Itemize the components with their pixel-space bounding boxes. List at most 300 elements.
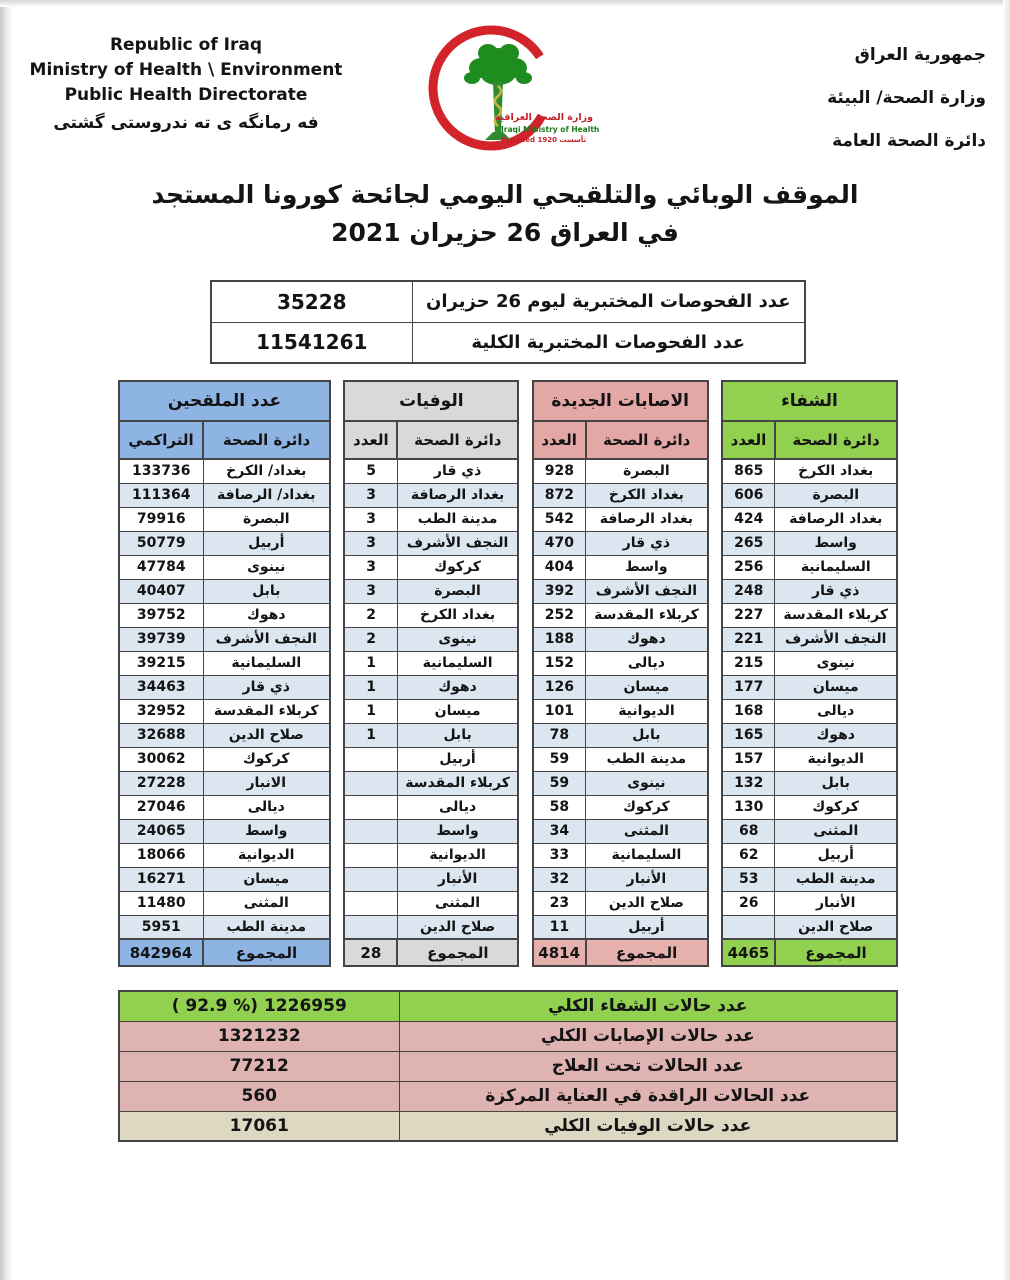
district-value bbox=[344, 867, 397, 891]
district-name: كركوك bbox=[586, 795, 708, 819]
district-value: 2 bbox=[344, 627, 397, 651]
district-name: أربيل bbox=[203, 531, 330, 555]
district-name: الديوانية bbox=[586, 699, 708, 723]
region-row bbox=[533, 723, 708, 747]
region-total-row bbox=[722, 939, 897, 966]
summary-label: عدد الحالات تحت العلاج bbox=[399, 1051, 897, 1081]
district-value: 59 bbox=[533, 747, 586, 771]
district-name: المثنى bbox=[586, 819, 708, 843]
district-name: ميسان bbox=[586, 675, 708, 699]
kurdish-line: فه رمانگه ى ته ندروستى گشتى bbox=[53, 113, 319, 133]
summary-row bbox=[119, 1081, 897, 1111]
district-value bbox=[344, 795, 397, 819]
district-name: ديالى bbox=[203, 795, 330, 819]
district-name: نينوى bbox=[397, 627, 518, 651]
region-row bbox=[533, 747, 708, 771]
district-name: النجف الأشرف bbox=[397, 531, 518, 555]
region-row bbox=[119, 603, 330, 627]
district-value: 34 bbox=[533, 819, 586, 843]
region-row bbox=[344, 651, 518, 675]
arabic-header-block bbox=[827, 34, 986, 163]
district-name: ديالى bbox=[397, 795, 518, 819]
region-row bbox=[344, 459, 518, 483]
district-value: 3 bbox=[344, 483, 397, 507]
district-value: 30062 bbox=[119, 747, 203, 771]
summary-row bbox=[119, 1021, 897, 1051]
value-column-header: العدد bbox=[722, 421, 775, 459]
tests-value: 11541261 bbox=[211, 322, 412, 363]
region-row bbox=[533, 555, 708, 579]
district-name: كركوك bbox=[397, 555, 518, 579]
district-name: ذي قار bbox=[397, 459, 518, 483]
district-value: 39752 bbox=[119, 603, 203, 627]
summary-row bbox=[119, 1051, 897, 1081]
logo-arabic-name: وزارة الصحة العراقية bbox=[494, 112, 593, 123]
district-name: ذي قار bbox=[775, 579, 897, 603]
district-name: ميسان bbox=[397, 699, 518, 723]
district-name: بابل bbox=[775, 771, 897, 795]
region-row bbox=[533, 579, 708, 603]
tests-label: عدد الفحوصات المختبرية الكلية bbox=[412, 322, 805, 363]
district-name: صلاح الدين bbox=[203, 723, 330, 747]
region-row bbox=[533, 603, 708, 627]
district-name: البصرة bbox=[586, 459, 708, 483]
region-row bbox=[533, 459, 708, 483]
region-table-title-row bbox=[344, 381, 518, 421]
district-value: 928 bbox=[533, 459, 586, 483]
logo-founded-line: Founded 1920 تأسست bbox=[501, 136, 587, 144]
district-value: 16271 bbox=[119, 867, 203, 891]
district-value: 33 bbox=[533, 843, 586, 867]
photo-edge-top bbox=[0, 0, 1010, 7]
district-value: 3 bbox=[344, 579, 397, 603]
tests-row bbox=[211, 281, 805, 322]
district-name: ديالى bbox=[586, 651, 708, 675]
district-value: 157 bbox=[722, 747, 775, 771]
district-name: السليمانية bbox=[586, 843, 708, 867]
total-label: المجموع bbox=[586, 939, 708, 966]
district-value: 256 bbox=[722, 555, 775, 579]
district-value: 11 bbox=[533, 915, 586, 939]
district-name: صلاح الدين bbox=[397, 915, 518, 939]
district-name: صلاح الدين bbox=[586, 891, 708, 915]
region-row bbox=[344, 771, 518, 795]
photo-edge-left bbox=[0, 0, 13, 1280]
region-row bbox=[722, 795, 897, 819]
district-name: كركوك bbox=[775, 795, 897, 819]
district-name: البصرة bbox=[775, 483, 897, 507]
district-value bbox=[344, 771, 397, 795]
region-row bbox=[119, 627, 330, 651]
value-column-header: العدد bbox=[533, 421, 586, 459]
region-row bbox=[119, 699, 330, 723]
region-row bbox=[722, 867, 897, 891]
district-name: نينوى bbox=[203, 555, 330, 579]
region-row bbox=[344, 795, 518, 819]
summary-value: 17061 bbox=[119, 1111, 399, 1141]
district-value: 34463 bbox=[119, 675, 203, 699]
english-line-1: Republic of Iraq bbox=[109, 35, 263, 55]
district-value: 221 bbox=[722, 627, 775, 651]
region-row bbox=[344, 867, 518, 891]
region-row bbox=[119, 651, 330, 675]
region-row bbox=[722, 843, 897, 867]
district-name: مدينة الطب bbox=[586, 747, 708, 771]
page-title-line-1: الموقف الوبائي والتلقيحي اليومي لجائحة كورونا المستجد bbox=[151, 180, 859, 209]
district-name: كركوك bbox=[203, 747, 330, 771]
district-value: 68 bbox=[722, 819, 775, 843]
region-total-row bbox=[533, 939, 708, 966]
district-value: 58 bbox=[533, 795, 586, 819]
district-value: 130 bbox=[722, 795, 775, 819]
region-row bbox=[533, 795, 708, 819]
district-name: ديالى bbox=[775, 699, 897, 723]
district-name: الأنبار bbox=[586, 867, 708, 891]
district-name: المثنى bbox=[397, 891, 518, 915]
region-row bbox=[533, 891, 708, 915]
district-value: 133736 bbox=[119, 459, 203, 483]
district-name: واسط bbox=[397, 819, 518, 843]
district-name: الأنبار bbox=[775, 891, 897, 915]
summary-label: عدد حالات الوفيات الكلي bbox=[399, 1111, 897, 1141]
region-row bbox=[344, 603, 518, 627]
district-value: 40407 bbox=[119, 579, 203, 603]
district-name: بابل bbox=[203, 579, 330, 603]
district-name: أربيل bbox=[586, 915, 708, 939]
district-name: بغداد/ الكرخ bbox=[203, 459, 330, 483]
region-row bbox=[119, 675, 330, 699]
district-name: بغداد الرصافة bbox=[397, 483, 518, 507]
district-value: 424 bbox=[722, 507, 775, 531]
district-name: أربيل bbox=[775, 843, 897, 867]
summary-value: 560 bbox=[119, 1081, 399, 1111]
district-name: مدينة الطب bbox=[203, 915, 330, 939]
district-value: 27046 bbox=[119, 795, 203, 819]
district-name: الديوانية bbox=[775, 747, 897, 771]
english-header-block bbox=[28, 33, 344, 138]
district-name: كربلاء المقدسة bbox=[586, 603, 708, 627]
photo-edge-right bbox=[1003, 0, 1010, 1280]
region-row bbox=[344, 723, 518, 747]
district-name: الأنبار bbox=[397, 867, 518, 891]
region-row bbox=[533, 627, 708, 651]
district-value: 32688 bbox=[119, 723, 203, 747]
district-value: 101 bbox=[533, 699, 586, 723]
district-value: 62 bbox=[722, 843, 775, 867]
region-row bbox=[533, 507, 708, 531]
district-name: بابل bbox=[586, 723, 708, 747]
total-label: المجموع bbox=[397, 939, 518, 966]
region-row bbox=[119, 531, 330, 555]
district-name: بغداد الكرخ bbox=[775, 459, 897, 483]
region-row bbox=[344, 819, 518, 843]
region-row bbox=[119, 459, 330, 483]
district-name: مدينة الطب bbox=[397, 507, 518, 531]
region-row bbox=[533, 867, 708, 891]
summary-row bbox=[119, 991, 897, 1021]
district-value: 215 bbox=[722, 651, 775, 675]
region-table-header-row bbox=[344, 421, 518, 459]
region-row bbox=[722, 627, 897, 651]
total-label: المجموع bbox=[203, 939, 330, 966]
region-table-title: عدد الملقحين bbox=[119, 381, 330, 421]
region-table-title-row bbox=[722, 381, 897, 421]
region-row bbox=[344, 915, 518, 939]
district-name: نينوى bbox=[775, 651, 897, 675]
region-row bbox=[119, 867, 330, 891]
district-value: 188 bbox=[533, 627, 586, 651]
district-name: كربلاء المقدسة bbox=[775, 603, 897, 627]
district-value: 606 bbox=[722, 483, 775, 507]
region-row bbox=[722, 723, 897, 747]
region-row bbox=[344, 747, 518, 771]
district-name: صلاح الدين bbox=[775, 915, 897, 939]
district-value: 3 bbox=[344, 507, 397, 531]
region-table-header-row bbox=[119, 421, 330, 459]
district-value: 392 bbox=[533, 579, 586, 603]
region-row bbox=[344, 699, 518, 723]
district-value: 39215 bbox=[119, 651, 203, 675]
logo-text-block bbox=[494, 112, 600, 145]
page-title bbox=[115, 176, 895, 252]
summary-table bbox=[118, 990, 898, 1142]
district-name: الديوانية bbox=[397, 843, 518, 867]
region-row bbox=[533, 651, 708, 675]
district-name: كربلاء المقدسة bbox=[203, 699, 330, 723]
region-row bbox=[533, 915, 708, 939]
district-value: 47784 bbox=[119, 555, 203, 579]
english-line-2: Ministry of Health \ Environment bbox=[29, 60, 343, 80]
district-name: المثنى bbox=[775, 819, 897, 843]
district-name: دهوك bbox=[203, 603, 330, 627]
region-row bbox=[119, 843, 330, 867]
total-value: 28 bbox=[344, 939, 397, 966]
district-value: 26 bbox=[722, 891, 775, 915]
district-name: بغداد الرصافة bbox=[775, 507, 897, 531]
district-column-header: دائرة الصحة bbox=[203, 421, 330, 459]
summary-table-body bbox=[119, 991, 897, 1141]
tests-label: عدد الفحوصات المختبرية ليوم 26 حزيران bbox=[412, 281, 805, 322]
district-value: 404 bbox=[533, 555, 586, 579]
region-row bbox=[119, 915, 330, 939]
region-row bbox=[722, 771, 897, 795]
region-row bbox=[119, 483, 330, 507]
summary-value: 77212 bbox=[119, 1051, 399, 1081]
district-value bbox=[344, 843, 397, 867]
value-column-header: العدد bbox=[344, 421, 397, 459]
region-row bbox=[344, 579, 518, 603]
value-column-header: التراكمي bbox=[119, 421, 203, 459]
region-table-recoveries bbox=[721, 380, 898, 967]
region-row bbox=[119, 723, 330, 747]
region-table-title: الاصابات الجديدة bbox=[533, 381, 708, 421]
summary-label: عدد حالات الإصابات الكلي bbox=[399, 1021, 897, 1051]
region-row bbox=[533, 843, 708, 867]
district-name: واسط bbox=[586, 555, 708, 579]
district-name: الديوانية bbox=[203, 843, 330, 867]
region-row bbox=[344, 531, 518, 555]
district-value: 50779 bbox=[119, 531, 203, 555]
district-value: 252 bbox=[533, 603, 586, 627]
district-name: نينوى bbox=[586, 771, 708, 795]
region-row bbox=[722, 555, 897, 579]
region-row bbox=[722, 915, 897, 939]
district-value: 5951 bbox=[119, 915, 203, 939]
moh-logo bbox=[423, 16, 600, 171]
district-value: 32 bbox=[533, 867, 586, 891]
region-row bbox=[533, 675, 708, 699]
district-value: 132 bbox=[722, 771, 775, 795]
district-value: 79916 bbox=[119, 507, 203, 531]
district-value: 3 bbox=[344, 555, 397, 579]
region-row bbox=[119, 579, 330, 603]
region-table-header-row bbox=[722, 421, 897, 459]
region-row bbox=[533, 819, 708, 843]
district-value: 227 bbox=[722, 603, 775, 627]
region-row bbox=[344, 675, 518, 699]
district-name: السليمانية bbox=[775, 555, 897, 579]
region-total-row bbox=[344, 939, 518, 966]
district-name: دهوك bbox=[397, 675, 518, 699]
region-row bbox=[344, 843, 518, 867]
district-value: 53 bbox=[722, 867, 775, 891]
district-value: 111364 bbox=[119, 483, 203, 507]
district-value bbox=[344, 891, 397, 915]
district-value: 177 bbox=[722, 675, 775, 699]
region-row bbox=[533, 699, 708, 723]
region-row bbox=[722, 507, 897, 531]
region-table-vaccinated bbox=[118, 380, 331, 967]
district-name: كربلاء المقدسة bbox=[397, 771, 518, 795]
district-value: 470 bbox=[533, 531, 586, 555]
region-row bbox=[344, 507, 518, 531]
district-value: 865 bbox=[722, 459, 775, 483]
region-total-row bbox=[119, 939, 330, 966]
region-row bbox=[119, 771, 330, 795]
district-value: 3 bbox=[344, 531, 397, 555]
region-table-title: الوفيات bbox=[344, 381, 518, 421]
region-row bbox=[722, 459, 897, 483]
region-row bbox=[119, 795, 330, 819]
district-name: بابل bbox=[397, 723, 518, 747]
district-name: السليمانية bbox=[397, 651, 518, 675]
district-value: 39739 bbox=[119, 627, 203, 651]
arabic-line-1: جمهورية العراق bbox=[854, 45, 986, 65]
district-name: أربيل bbox=[397, 747, 518, 771]
logo-english-name: Iraqi Ministry of Health bbox=[501, 125, 600, 134]
district-value bbox=[344, 915, 397, 939]
district-value: 2 bbox=[344, 603, 397, 627]
region-row bbox=[344, 891, 518, 915]
district-name: البصرة bbox=[203, 507, 330, 531]
region-row bbox=[722, 675, 897, 699]
summary-row bbox=[119, 1111, 897, 1141]
district-name: ذي قار bbox=[203, 675, 330, 699]
district-value: 265 bbox=[722, 531, 775, 555]
district-value: 32952 bbox=[119, 699, 203, 723]
region-row bbox=[344, 555, 518, 579]
district-value: 1 bbox=[344, 723, 397, 747]
district-name: النجف الأشرف bbox=[203, 627, 330, 651]
total-value: 842964 bbox=[119, 939, 203, 966]
region-row bbox=[722, 819, 897, 843]
district-name: المثنى bbox=[203, 891, 330, 915]
district-value bbox=[344, 819, 397, 843]
district-name: دهوك bbox=[586, 627, 708, 651]
district-column-header: دائرة الصحة bbox=[775, 421, 897, 459]
region-row bbox=[722, 603, 897, 627]
tests-value: 35228 bbox=[211, 281, 412, 322]
region-row bbox=[722, 699, 897, 723]
district-name: ميسان bbox=[775, 675, 897, 699]
district-name: ميسان bbox=[203, 867, 330, 891]
district-value: 27228 bbox=[119, 771, 203, 795]
tests-table-body bbox=[211, 281, 805, 363]
district-value: 24065 bbox=[119, 819, 203, 843]
district-name: بغداد الرصافة bbox=[586, 507, 708, 531]
district-value: 152 bbox=[533, 651, 586, 675]
region-row bbox=[722, 747, 897, 771]
district-value: 165 bbox=[722, 723, 775, 747]
district-value: 168 bbox=[722, 699, 775, 723]
district-value: 1 bbox=[344, 675, 397, 699]
district-value: 248 bbox=[722, 579, 775, 603]
region-row bbox=[722, 579, 897, 603]
region-table-infections bbox=[532, 380, 709, 967]
district-name: دهوك bbox=[775, 723, 897, 747]
district-name: واسط bbox=[203, 819, 330, 843]
region-row bbox=[119, 747, 330, 771]
district-column-header: دائرة الصحة bbox=[397, 421, 518, 459]
district-name: البصرة bbox=[397, 579, 518, 603]
region-table-title-row bbox=[119, 381, 330, 421]
district-column-header: دائرة الصحة bbox=[586, 421, 708, 459]
region-tables bbox=[118, 380, 898, 967]
arabic-line-3: دائرة الصحة العامة bbox=[832, 131, 986, 151]
region-row bbox=[119, 555, 330, 579]
region-row bbox=[533, 483, 708, 507]
district-value: 5 bbox=[344, 459, 397, 483]
region-row bbox=[722, 891, 897, 915]
district-value: 126 bbox=[533, 675, 586, 699]
region-row bbox=[722, 531, 897, 555]
district-value: 23 bbox=[533, 891, 586, 915]
district-value: 1 bbox=[344, 699, 397, 723]
district-name: النجف الأشرف bbox=[586, 579, 708, 603]
region-row bbox=[722, 651, 897, 675]
tests-table bbox=[210, 280, 806, 364]
english-line-3: Public Health Directorate bbox=[64, 85, 308, 105]
page-title-line-2: في العراق 26 حزيران 2021 bbox=[331, 218, 679, 247]
region-table-title-row bbox=[533, 381, 708, 421]
district-name: بغداد/ الرصافة bbox=[203, 483, 330, 507]
district-value bbox=[344, 747, 397, 771]
district-value: 1 bbox=[344, 651, 397, 675]
district-value bbox=[722, 915, 775, 939]
region-row bbox=[533, 771, 708, 795]
total-value: 4814 bbox=[533, 939, 586, 966]
district-name: بغداد الكرخ bbox=[586, 483, 708, 507]
region-row bbox=[533, 531, 708, 555]
total-value: 4465 bbox=[722, 939, 775, 966]
region-table-title: الشفاء bbox=[722, 381, 897, 421]
region-row bbox=[119, 891, 330, 915]
summary-value: ( 92.9 %) 1226959 bbox=[119, 991, 399, 1021]
region-row bbox=[722, 483, 897, 507]
district-name: مدينة الطب bbox=[775, 867, 897, 891]
district-value: 78 bbox=[533, 723, 586, 747]
district-value: 872 bbox=[533, 483, 586, 507]
